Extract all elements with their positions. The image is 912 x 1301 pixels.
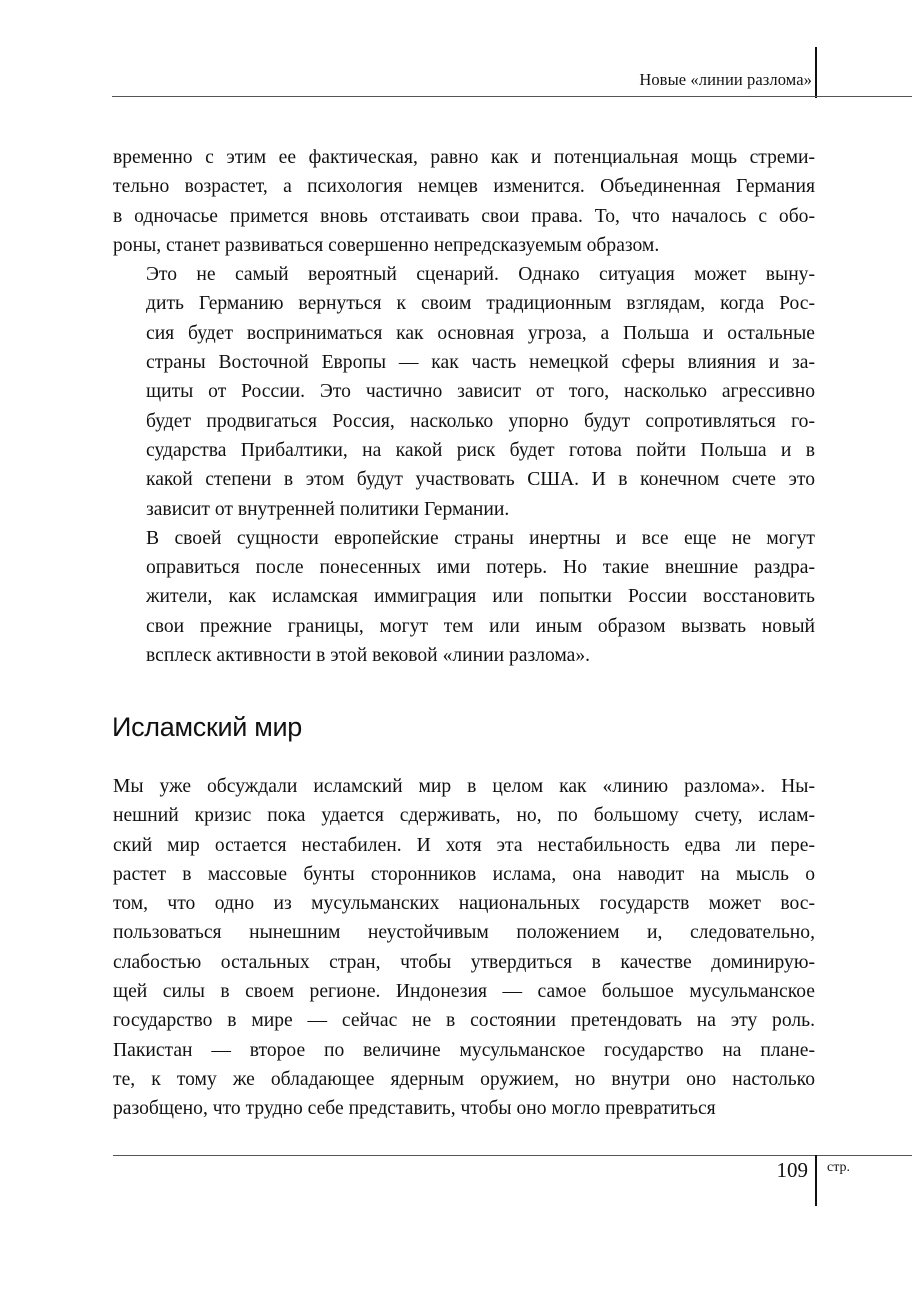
text-line: зависит от внутренней политики Германии. bbox=[146, 498, 510, 520]
text-line: щей силы в своем регионе. Индонезия — самое большое мусульманское bbox=[113, 981, 815, 1003]
text-line: В своей сущности европейские страны инертны и все еще не могут bbox=[146, 527, 815, 549]
text-line: щиты от России. Это частично зависит от того, насколько агрессивно bbox=[146, 381, 815, 403]
text-line: будет продвигаться Россия, насколько упорно будут сопротивляться го- bbox=[146, 410, 815, 432]
text-line: роны, станет развиваться совершенно непредсказуемым образом. bbox=[113, 234, 660, 256]
text-line: всплеск активности в этой вековой «линии разлома». bbox=[146, 645, 591, 667]
text-line: оправиться после понесенных ими потерь. Но такие внешние раздра- bbox=[146, 557, 815, 579]
text-line: растет в массовые бунты сторонников ислама, она наводит на мысль о bbox=[113, 863, 815, 885]
text-line: те, к тому же обладающее ядерным оружием, но внутри оно настолько bbox=[113, 1068, 815, 1090]
text-line: ский мир остается нестабилен. И хотя эта нестабильность едва ли пере- bbox=[113, 834, 815, 856]
footer-rule bbox=[113, 1155, 912, 1156]
text-line: какой степени в этом будут участвовать США. И в конечном счете это bbox=[146, 469, 815, 491]
paragraph bbox=[113, 260, 815, 524]
page-number: 109 bbox=[776, 1158, 808, 1182]
text-line: слабостью остальных стран, чтобы утвердиться в качестве доминирую- bbox=[113, 951, 815, 973]
footer-vertical-rule bbox=[815, 1155, 817, 1206]
text-line: сударства Прибалтики, на какой риск будет готова пойти Польша и в bbox=[146, 439, 815, 461]
text-line: свои прежние границы, могут тем или иным образом вызвать новый bbox=[146, 615, 815, 637]
section-heading: Исламский мир bbox=[112, 712, 302, 742]
text-line: страны Восточной Европы — как часть немецкой сферы влияния и за- bbox=[146, 352, 815, 374]
text-line: дить Германию вернуться к своим традиционным взглядам, когда Рос- bbox=[146, 293, 815, 315]
section-body-islamic-world bbox=[113, 772, 815, 1124]
text-line: Пакистан — второе по величине мусульманское государство на плане- bbox=[113, 1039, 815, 1061]
text-line: Это не самый вероятный сценарий. Однако ситуация может выну- bbox=[146, 264, 815, 286]
section-body-germany bbox=[113, 143, 815, 670]
text-line: том, что одно из мусульманских национальных государств может вос- bbox=[113, 893, 815, 915]
text-line: жители, как исламская иммиграция или попытки России восстановить bbox=[146, 586, 815, 608]
paragraph bbox=[113, 524, 815, 670]
paragraph bbox=[113, 143, 815, 260]
text-line: Мы уже обсуждали исламский мир в целом как «линию разлома». Ны- bbox=[113, 776, 815, 797]
text-line: нешний кризис пока удается сдерживать, но, по большому счету, ислам- bbox=[113, 805, 815, 827]
header-vertical-rule bbox=[815, 47, 817, 98]
paragraph bbox=[113, 772, 815, 1124]
header-rule bbox=[112, 96, 912, 97]
running-title: Новые «линии разлома» bbox=[639, 70, 812, 89]
text-line: государство в мире — сейчас не в состоянии претендовать на эту роль. bbox=[113, 1010, 815, 1032]
text-line: в одночасье примется вновь отстаивать свои права. То, что началось с обо- bbox=[113, 205, 815, 227]
page-label: стр. bbox=[827, 1160, 851, 1175]
text-line: временно с этим ее фактическая, равно как и потенциальная мощь стреми- bbox=[113, 147, 815, 168]
text-line: пользоваться нынешним неустойчивым положением и, следовательно, bbox=[113, 922, 815, 944]
text-line: разобщено, что трудно себе представить, чтобы оно могло превратиться bbox=[113, 1098, 716, 1120]
text-line: сия будет восприниматься как основная угроза, а Польша и остальные bbox=[146, 322, 815, 344]
text-line: тельно возрастет, а психология немцев изменится. Объединенная Германия bbox=[113, 176, 815, 198]
